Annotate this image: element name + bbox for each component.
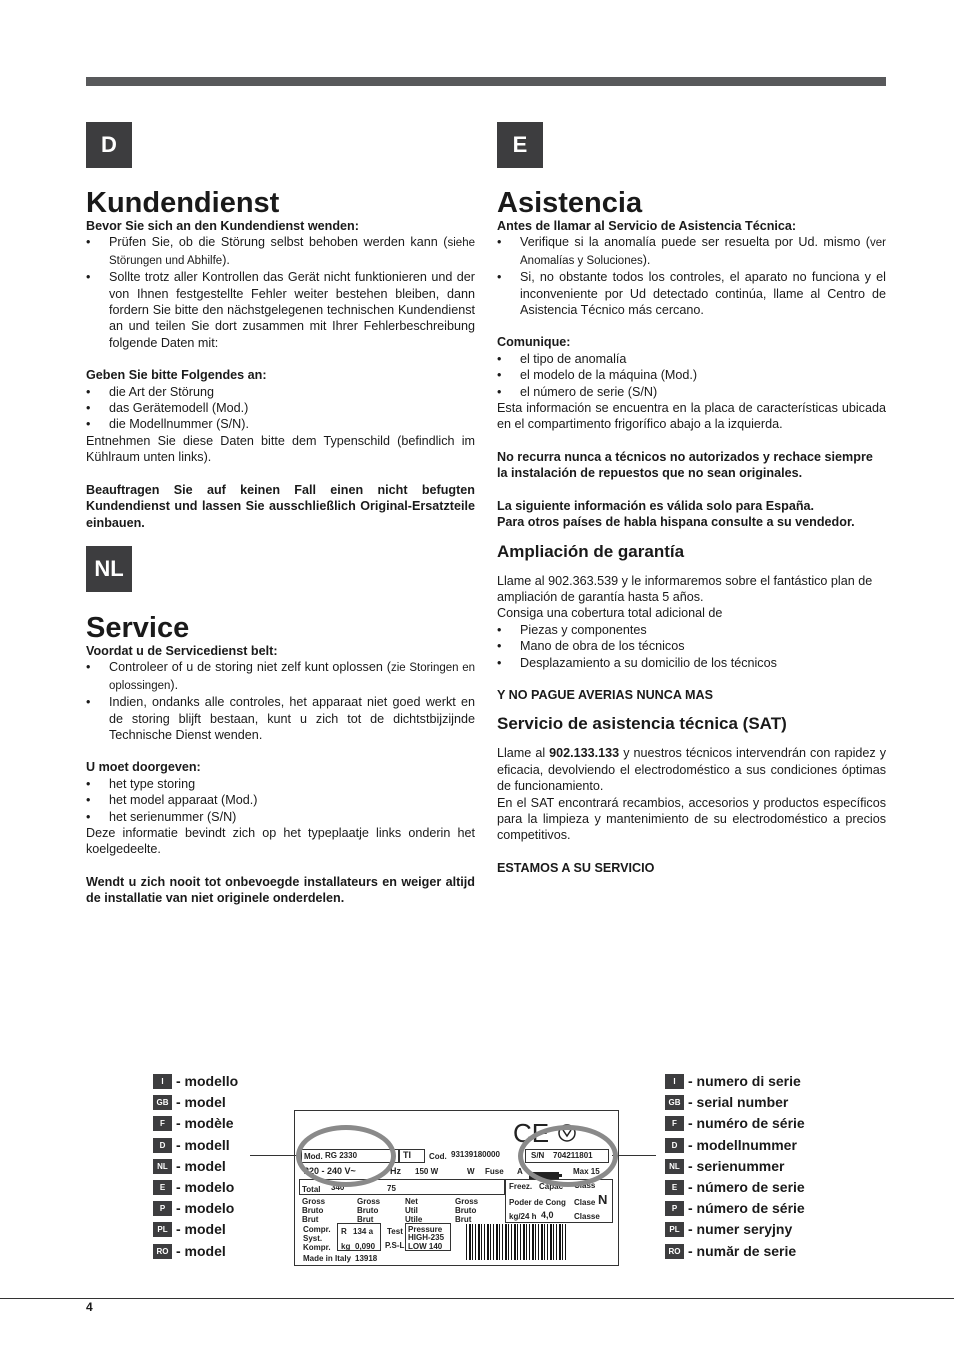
info-text: Deze informatie bevindt zich op het typeplaatje links onderin het koelgedeelte. [86, 826, 475, 857]
country-tag: D [665, 1138, 684, 1153]
country-tag: E [665, 1180, 684, 1195]
page-number: 4 [86, 1300, 93, 1314]
warning-text: Beauftragen Sie auf keinen Fall einen nicht befugten Kundendienst und lassen Sie ausschließlich Original-Ersatzteile einbauen. [86, 482, 475, 530]
legend-text: - serial number [688, 1094, 789, 1111]
country-tag: GB [153, 1095, 172, 1110]
country-tag: D [153, 1138, 172, 1153]
legend-text: - serienummer [688, 1157, 785, 1174]
section-nl [86, 613, 475, 907]
garantia-text: Llame al 902.363.539 y le informaremos sobre el fantástico plan de ampliación de garantía hasta 5 años. [497, 573, 873, 604]
country-tag: RO [153, 1244, 172, 1259]
intro: Voordat u de Servicedienst belt: [86, 644, 278, 658]
plate-compr: Compr. Syst. [303, 1225, 331, 1243]
plate-kompr: Kompr. [303, 1243, 331, 1252]
country-tag: P [665, 1201, 684, 1216]
plate-sn-label: S/N [531, 1151, 545, 1160]
legend-row [153, 1092, 238, 1113]
country-tag: I [153, 1074, 172, 1089]
no-pague: Y NO PAGUE AVERIAS NUNCA MAS [497, 687, 713, 702]
plate-test: Test [387, 1227, 403, 1236]
subhead: Comunique: [497, 335, 571, 350]
list-item: • Si, no obstante todos los controles, el aparato no funciona y el inconveniente por Ud detectado continúa, llame al Centro de Asistencia Técnico más cercano. [497, 269, 886, 318]
section-de [86, 188, 475, 531]
legend-row [153, 1219, 238, 1240]
info-text: Esta información se encuentra en la placa de características ubicada en el compartimento frigorífico abajo a la izquierda. [497, 401, 886, 432]
leader-line-left [250, 1155, 300, 1156]
plate-freez: Freez. [509, 1182, 533, 1191]
plate-made-num: 13918 [355, 1254, 378, 1263]
country-tag: PL [665, 1222, 684, 1237]
list-item: • het serienummer (S/N) [86, 809, 475, 825]
country-tag: PL [153, 1222, 172, 1237]
language-badge-nl: NL [86, 546, 132, 592]
list-item: • Indien, ondanks alle controles, het apparaat niet goed werkt en de storing blijft bestaan, kunt u zich tot de dichtstbijzijnde Technische Dienst wenden. [86, 694, 475, 743]
list-item: • Desplazamiento a su domicilio de los técnicos [497, 655, 886, 671]
plate-r-val: 134 a [353, 1227, 374, 1236]
list-item: • el número de serie (S/N) [497, 384, 886, 400]
plate-cod: 93139180000 [451, 1150, 500, 1159]
bottom-rule [0, 1298, 954, 1299]
legend-row [665, 1113, 805, 1134]
legend-text: - model [176, 1157, 226, 1174]
subhead: Geben Sie bitte Folgendes an: [86, 368, 267, 383]
plate-75: 75 [387, 1184, 396, 1193]
legend-text: - model [176, 1242, 226, 1259]
plate-class: Class [574, 1181, 596, 1190]
highlight-circle-model [296, 1125, 396, 1187]
legend-text: - numéro de série [688, 1115, 805, 1132]
legend-row [665, 1092, 805, 1113]
country-tag: GB [665, 1095, 684, 1110]
sat-text-2: En el SAT encontrará recambios, accesorios y productos específicos para la limpieza y mantenimiento de su electrodoméstico a precios competitivos. [497, 795, 886, 843]
plate-total-val: 340 [331, 1183, 345, 1192]
sat-phone: 902.133.133 [549, 746, 620, 761]
plate-hz: Hz [390, 1166, 401, 1176]
legend-row [153, 1113, 238, 1134]
language-badge-e: E [497, 122, 543, 168]
legend-row [665, 1156, 805, 1177]
list-item: • el tipo de anomalía [497, 351, 886, 367]
section-title: Service [86, 612, 190, 644]
plate-poder: Poder de Cong [509, 1198, 566, 1207]
spain-note: La siguiente información es válida solo para España. [497, 498, 815, 513]
plate-gross-1: Gross Bruto Brut [302, 1197, 326, 1224]
country-tag: P [153, 1201, 172, 1216]
section-es [497, 188, 886, 876]
country-tag: E [153, 1180, 172, 1195]
consiga-text: Consiga una cobertura total adicional de [497, 606, 723, 621]
list-item: • Mano de obra de los técnicos [497, 638, 886, 654]
list-item: • das Gerätemodell (Mod.) [86, 400, 475, 416]
plate-mod: RG 2330 [325, 1151, 358, 1160]
list-item: • Piezas y componentes [497, 622, 886, 638]
plate-a: A [517, 1167, 523, 1176]
plate-high: HIGH-235 [408, 1233, 445, 1242]
plate-kg-val: 0,090 [355, 1242, 376, 1251]
legend-text: - modell [176, 1136, 230, 1153]
legend-row [153, 1156, 238, 1177]
sat-text: Llame al 902.133.133 y nuestros técnicos intervendrán con rapidez y eficacia, devolviendo el electrodoméstico a sus condiciones óptimas de funcionamiento. [497, 746, 886, 794]
plate-ti: TI [403, 1150, 411, 1160]
info-text: Entnehmen Sie diese Daten bitte dem Typenschild (befindlich im Kühlraum unten links). [86, 433, 475, 465]
legend-model [153, 1071, 238, 1262]
legend-row [153, 1198, 238, 1219]
plate-net: Net Util Utile [405, 1197, 423, 1224]
legend-row [665, 1241, 805, 1262]
plate-made: Made in Italy [303, 1254, 352, 1263]
legend-text: - modèle [176, 1115, 234, 1132]
legend-text: - număr de serie [688, 1242, 797, 1259]
legend-row [153, 1135, 238, 1156]
heading-garantia: Ampliación de garantía [497, 541, 685, 561]
legend-row [665, 1071, 805, 1092]
country-tag: NL [153, 1159, 172, 1174]
list-item: • Sollte trotz aller Kontrollen das Gerät nicht funktionieren und der von Ihnen festgestellte Fehler weiter bestehen bleiben, dann fordern Sie bitte den nächstgelegenen technischen Kundendienst an und teilen Sie dort zusammen mit Ihrer Fehlerbeschreibung folgende Daten mit: [86, 269, 475, 351]
plate-volt: 220 - 240 V~ [304, 1166, 356, 1176]
list-item: • Verifique si la anomalía puede ser resuelta por Ud. mismo (ver Anomalías y Soluciones). [497, 234, 886, 269]
list-item: • het type storing [86, 776, 475, 792]
warning-text: No recurra nunca a técnicos no autorizados y rechace siempre la instalación de repuestos que no sean originales. [497, 449, 873, 481]
top-rule [86, 77, 886, 86]
list-item: • el modelo de la máquina (Mod.) [497, 367, 886, 383]
country-tag: F [153, 1116, 172, 1131]
plate-watt: 150 W [415, 1167, 439, 1176]
list-item: • die Art der Störung [86, 384, 475, 400]
plate-fuse: Fuse [485, 1167, 504, 1176]
country-tag: F [665, 1116, 684, 1131]
spain-note-2: Para otros países de habla hispana consulte a su vendedor. [497, 515, 855, 530]
plate-kg24: kg/24 h [509, 1212, 537, 1221]
plate-kg24-val: 4,0 [541, 1210, 554, 1220]
plate-gross-2: Gross Bruto Brut [357, 1197, 381, 1224]
legend-text: - número de serie [688, 1178, 805, 1195]
plate-clase-val: N [598, 1192, 608, 1207]
country-tag: RO [665, 1244, 684, 1259]
legend-row [153, 1241, 238, 1262]
plate-mod-label: Mod. [304, 1152, 323, 1161]
country-tag: NL [665, 1159, 684, 1174]
plate-pressure: Pressure [408, 1225, 443, 1234]
legend-text: - modelo [176, 1200, 235, 1217]
legend-text: - modelo [176, 1178, 235, 1195]
heading-sat: Servicio de asistencia técnica (SAT) [497, 714, 787, 734]
legend-row [665, 1135, 805, 1156]
plate-total: Total [302, 1185, 321, 1194]
legend-row [665, 1177, 805, 1198]
plate-classe: Classe [574, 1212, 600, 1221]
plate-r: R [341, 1227, 347, 1236]
plate-sn: 704211801 [553, 1151, 593, 1160]
plate-psl: P.S-L [385, 1241, 405, 1250]
legend-text: - model [176, 1221, 226, 1238]
subhead: U moet doorgeven: [86, 760, 201, 775]
section-title: Kundendienst [86, 187, 280, 219]
legend-row [153, 1177, 238, 1198]
list-item: • Controleer of u de storing niet zelf kunt oplossen (zie Storingen en oplossingen). [86, 659, 475, 694]
plate-max: Max 15 [573, 1167, 600, 1176]
list-item: • die Modellnummer (S/N). [86, 416, 475, 432]
plate-capac: Capac [539, 1182, 564, 1191]
highlight-circle-serial [518, 1125, 618, 1187]
plate-cod-label: Cod. [429, 1152, 447, 1161]
list-item: • het model apparaat (Mod.) [86, 792, 475, 808]
legend-row [665, 1198, 805, 1219]
plate-clase: Clase [574, 1198, 596, 1207]
estamos: ESTAMOS A SU SERVICIO [497, 860, 655, 875]
legend-text: - numero di serie [688, 1073, 801, 1089]
ce-mark: CE [513, 1118, 550, 1148]
list-item: • Prüfen Sie, ob die Störung selbst behoben werden kann (siehe Störungen und Abhilfe). [86, 234, 475, 269]
section-title: Asistencia [497, 187, 643, 219]
plate-w: W [467, 1167, 475, 1176]
legend-text: - model [176, 1094, 226, 1111]
plate-kg: kg [341, 1242, 351, 1251]
legend-row [153, 1071, 238, 1092]
intro: Bevor Sie sich an den Kundendienst wenden: [86, 219, 359, 233]
legend-serial [665, 1071, 805, 1262]
plate-gross-3: Gross Bruto Brut [455, 1197, 479, 1224]
legend-text: - modellnummer [688, 1136, 797, 1153]
legend-row [665, 1219, 805, 1240]
warning-text: Wendt u zich nooit tot onbevoegde installateurs en weiger altijd de installatie van niet originele onderdelen. [86, 874, 475, 906]
plate-low: LOW 140 [408, 1242, 443, 1251]
country-tag: I [665, 1074, 684, 1089]
language-badge-d: D [86, 122, 132, 168]
intro: Antes de llamar al Servicio de Asistencia Técnica: [497, 219, 797, 233]
legend-text: - numer seryjny [688, 1221, 793, 1238]
barcode [466, 1224, 566, 1260]
legend-text: - número de série [688, 1200, 805, 1217]
legend-text: - modello [176, 1073, 239, 1089]
